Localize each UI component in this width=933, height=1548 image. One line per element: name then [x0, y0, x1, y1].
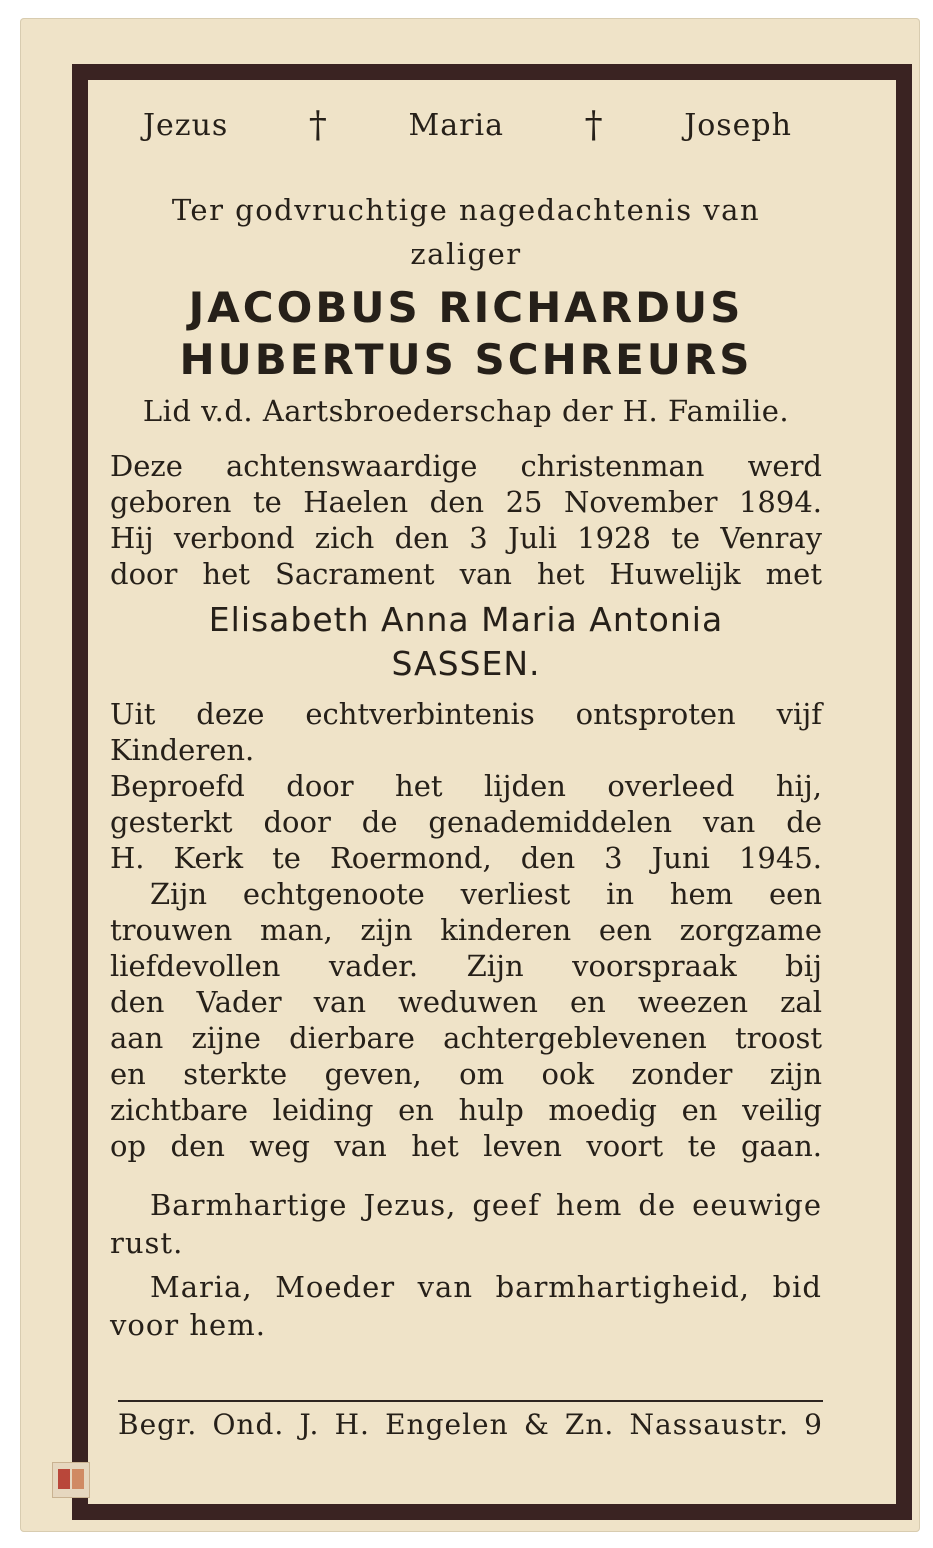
collection-logo-icon: [52, 1462, 90, 1498]
death-line: Beproefd door het lijden overleed hij,: [110, 769, 822, 803]
header-joseph: Joseph: [684, 107, 792, 143]
children-line: Kinderen.: [110, 733, 255, 767]
holy-family-header: [110, 92, 822, 158]
tribute-line: aan zijne dierbare achtergeblevenen troost: [110, 1021, 822, 1055]
divider: [118, 1400, 823, 1402]
death-text: [110, 768, 822, 876]
spouse-surname: SASSEN.: [391, 644, 541, 683]
prayer-line: voor hem.: [110, 1308, 266, 1342]
children-text: [110, 696, 822, 768]
name-line: JACOBUS RICHARDUS: [188, 283, 744, 332]
tribute-line: liefdevollen vader. Zijn voorspraak bij: [110, 949, 822, 983]
tribute-text: [110, 876, 822, 1164]
tribute-line: en sterkte geven, om ook zonder zijn: [110, 1057, 822, 1091]
header-jezus: Jezus: [143, 107, 229, 143]
tribute-line: trouwen man, zijn kinderen een zorgzame: [110, 913, 822, 947]
biography: [110, 448, 822, 592]
bio-line: Hij verbond zich den 3 Juli 1928 te Venray: [110, 521, 822, 555]
tribute-line: zichtbare leiding en hulp moedig en veilig: [110, 1093, 822, 1127]
header-maria: Maria: [408, 107, 504, 143]
tribute-line: Zijn echtgenoote verliest in hem een: [150, 877, 822, 911]
cross-icon: †: [308, 104, 328, 146]
prayer-line: Barmhartige Jezus, geef hem de eeuwige: [150, 1188, 822, 1222]
cross-icon: †: [584, 104, 604, 146]
intro-line: Ter godvruchtige nagedachtenis van: [171, 193, 761, 227]
name-line: HUBERTUS SCHREURS: [179, 335, 753, 384]
bio-line: door het Sacrament van het Huwelijk met: [110, 557, 822, 591]
printer-imprint: Begr. Ond. J. H. Engelen & Zn. Nassaustr. 9: [118, 1408, 823, 1441]
spouse-name: [110, 598, 822, 686]
prayer-jezus: [110, 1186, 822, 1262]
prayer-line: Maria, Moeder van barmhartigheid, bid: [150, 1270, 822, 1304]
death-line: gesterkt door de genademiddelen van de: [110, 805, 822, 839]
bio-line: geboren te Haelen den 25 November 1894.: [110, 485, 822, 519]
deceased-name: [110, 282, 822, 386]
intro: [110, 188, 822, 276]
prayer-line: rust.: [110, 1226, 184, 1260]
card-text: [110, 92, 822, 1344]
children-line: Uit deze echtverbintenis ontsproten vijf: [110, 697, 822, 731]
membership-line: Lid v.d. Aartsbroederschap der H. Familie.: [142, 394, 790, 428]
tribute-line: den Vader van weduwen en weezen zal: [110, 985, 822, 1019]
tribute-line: op den weg van het leven voort te gaan.: [110, 1129, 822, 1163]
prayer-maria: [110, 1268, 822, 1344]
bio-line: Deze achtenswaardige christenman werd: [110, 449, 822, 483]
death-line: H. Kerk te Roermond, den 3 Juni 1945.: [110, 841, 822, 875]
spouse-given-names: Elisabeth Anna Maria Antonia: [208, 600, 724, 639]
intro-line: zaliger: [410, 237, 522, 271]
